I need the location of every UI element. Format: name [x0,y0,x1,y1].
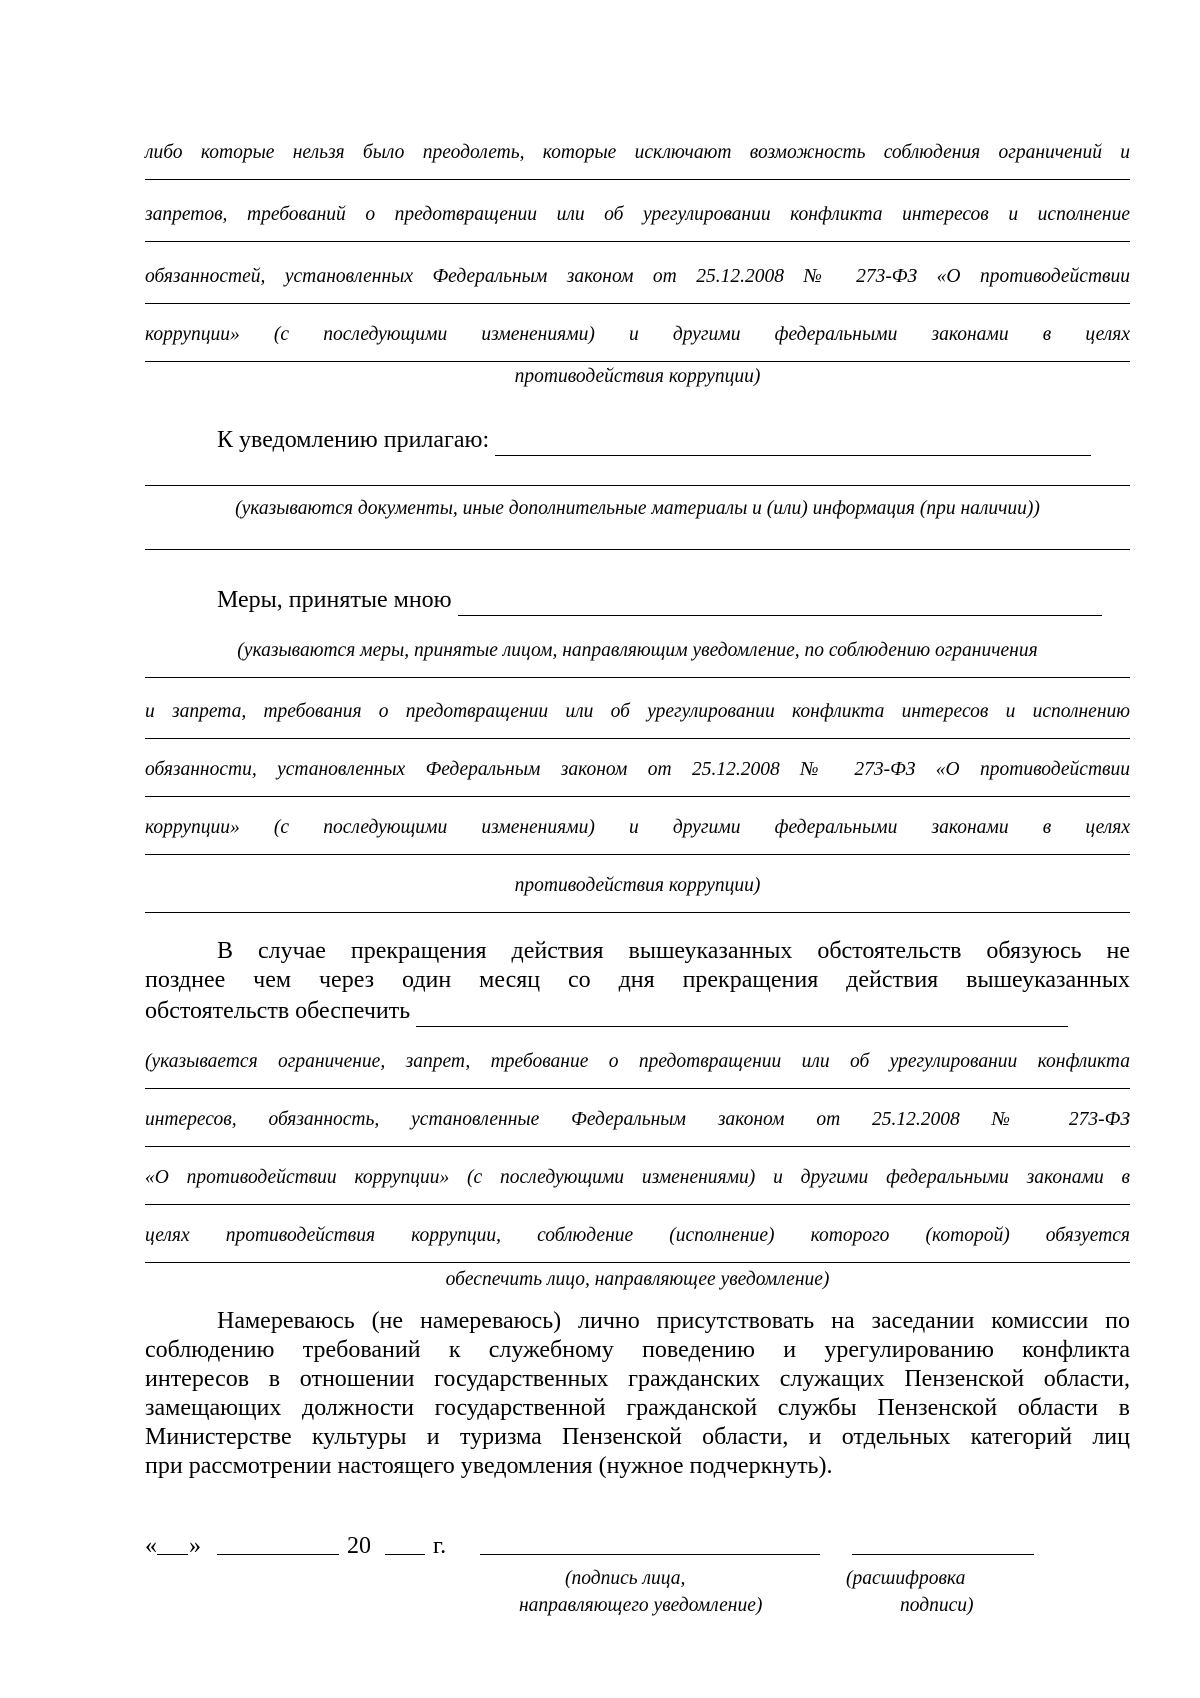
signature-field[interactable] [480,1554,820,1555]
signature-caption: (подпись лица, [565,1568,686,1589]
measures-label: Меры, принятые мною [217,587,452,613]
ruled-line [145,622,1130,678]
measures-line [145,584,1130,616]
italic-caption: обеспечить лицо, направляющее уведомление) [445,1269,830,1290]
signature-row [145,1530,1130,1562]
italic-text-line: (указывается ограничение, запрет, требование о предотвращении или об урегулировании конфликта [145,1051,1130,1072]
obligation-paragraph [145,937,1130,995]
ruled-line [145,857,1130,913]
ruled-line [145,1033,1130,1089]
day-field[interactable] [157,1554,188,1555]
italic-text-line: противодействия коррупции) [514,875,761,896]
paragraph-line: обстоятельств обеспечить [145,998,411,1024]
ruled-line [145,248,1130,304]
italic-text-line: коррупции» (с последующими изменениями) и другими федеральными законами в целях [145,817,1130,838]
signature-caption: направляющего уведомление) [519,1595,763,1616]
attach-caption: (указываются документы, иные дополнительные материалы и (или) информация (при наличии)) [235,498,1040,519]
ruled-line [145,683,1130,739]
attach-input-underline[interactable] [495,431,1091,456]
paragraph-line: В случае прекращения действия вышеуказанных обстоятельств обязуюсь не [217,938,1130,964]
italic-text-line: «О противодействии коррупции» (с последующими изменениями) и другими федеральными законами в [145,1167,1130,1188]
italic-caption: противодействия коррупции) [514,366,761,387]
paragraph-line: Министерстве культуры и туризма Пензенской области, и отдельных категорий лиц [145,1424,1130,1450]
paragraph-line: позднее чем через один месяц со дня прекращения действия вышеуказанных [145,967,1130,993]
ruled-line [145,124,1130,180]
obligation-fill-line [145,995,1130,1027]
italic-text-line: обязанности, установленных Федеральным законом от 25.12.2008 № 273-ФЗ «О противодействии [145,759,1130,780]
ruled-line [145,186,1130,242]
ruled-line [145,741,1130,797]
italic-text-line: запретов, требований о предотвращении или об урегулировании конфликта интересов и исполнение [145,204,1130,225]
decode-caption: подписи) [900,1595,974,1616]
quote-close: » [189,1533,201,1559]
paragraph-line: при рассмотрении настоящего уведомления (нужное подчеркнуть). [145,1453,833,1479]
italic-text-line: коррупции» (с последующими изменениями) и другими федеральными законами в целях [145,324,1130,345]
decode-caption: (расшифровка [846,1568,966,1589]
ruled-line [145,799,1130,855]
italic-text-line: целях противодействия коррупции, соблюдение (исполнение) которого (которой) обязуется [145,1225,1130,1246]
quote-open: « [145,1533,157,1559]
year-field[interactable] [385,1554,425,1555]
italic-text-line: (указываются меры, принятые лицом, направляющим уведомление, по соблюдению ограничения [237,640,1038,661]
paragraph-line: замещающих должности государственной гражданской службы Пензенской области в [145,1395,1130,1421]
year-suffix: г. [433,1533,447,1559]
intent-paragraph [145,1307,1130,1481]
italic-text-line: либо которые нельзя было преодолеть, которые исключают возможность соблюдения ограничений и [145,142,1130,163]
name-decode-field[interactable] [852,1554,1034,1555]
italic-text-line: интересов, обязанность, установленные Федеральным законом от 25.12.2008 № 273-ФЗ [145,1109,1130,1130]
year-prefix: 20 [347,1533,371,1559]
measures-input-underline[interactable] [458,591,1102,616]
ruled-line [145,306,1130,362]
blank-line[interactable] [145,549,1130,550]
obligation-input-underline[interactable] [416,1002,1068,1027]
paragraph-line: интересов в отношении государственных гражданских служащих Пензенской области, [145,1366,1130,1392]
month-field[interactable] [217,1554,339,1555]
blank-line[interactable] [145,485,1130,486]
attach-line [145,424,1130,456]
ruled-line [145,1091,1130,1147]
paragraph-line: соблюдению требований к служебному поведению и урегулированию конфликта [145,1337,1130,1363]
italic-text-line: и запрета, требования о предотвращении или об урегулировании конфликта интересов и исполнению [145,701,1130,722]
paragraph-line: Намереваюсь (не намереваюсь) лично присутствовать на заседании комиссии по [217,1308,1130,1334]
ruled-line [145,1149,1130,1205]
italic-text-line: обязанностей, установленных Федеральным законом от 25.12.2008 № 273-ФЗ «О противодействии [145,266,1130,287]
attach-label: К уведомлению прилагаю: [217,427,490,453]
ruled-line [145,1207,1130,1263]
